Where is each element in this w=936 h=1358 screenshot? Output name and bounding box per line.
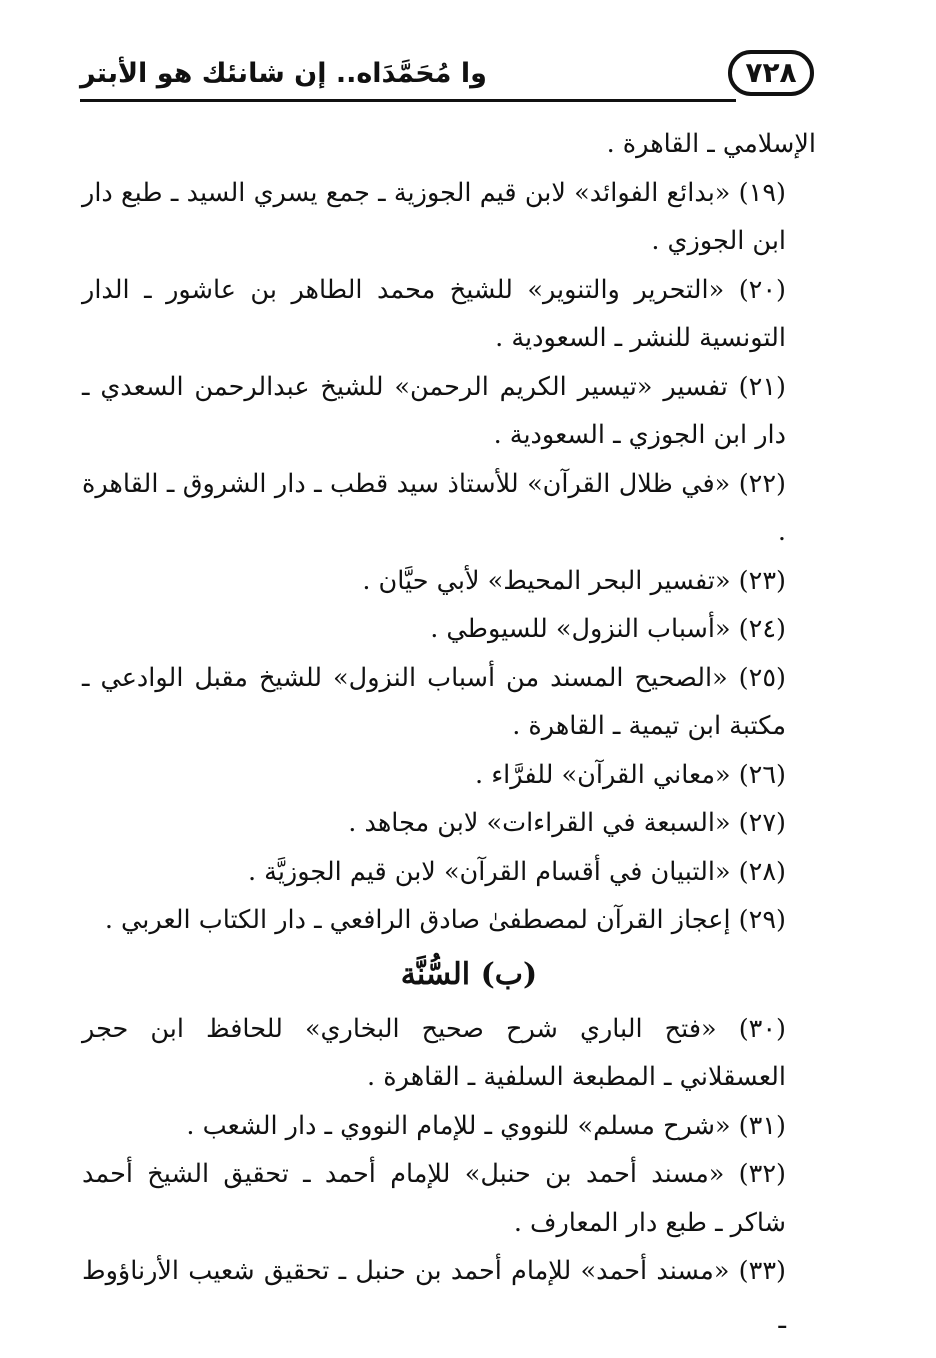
list-item: (٢٥) «الصحيح المسند من أسباب النزول» للشيخ مقبل الوادعي ـ مكتبة ابن تيمية ـ القاهرة . — [82, 662, 786, 741]
list-item: (٢١) تفسير «تيسير الكريم الرحمن» للشيخ عبدالرحمن السعدي ـ دار ابن الجوزي ـ السعودية . — [82, 371, 786, 450]
list-item: (٢٨) «التبيان في أقسام القرآن» لابن قيم الجوزيَّة . — [247, 856, 786, 887]
header-rule — [80, 99, 736, 102]
list-item: (٢٠) «التحرير والتنوير» للشيخ محمد الطاهر بن عاشور ـ الدار التونسية للنشر ـ السعودية . — [82, 274, 786, 353]
page-number: ٧٢٨ — [728, 50, 814, 96]
list-item: (٣٠) «فتح الباري شرح صحيح البخاري» للحافظ ابن حجر العسقلاني ـ المطبعة السلفية ـ القاهرة . — [82, 1013, 786, 1092]
page-header — [80, 40, 820, 104]
list-item: (١٩) «بدائع الفوائد» لابن قيم الجوزية ـ جمع يسري السيد ـ طبع دار ابن الجوزي . — [82, 177, 786, 256]
list-item: (٢٦) «معاني القرآن» للفرَّاء . — [474, 759, 786, 790]
list-item: (٢٩) إعجاز القرآن لمصطفىٰ صادق الرافعي ـ دار الكتاب العربي . — [104, 905, 786, 935]
bibliography-list — [82, 120, 816, 1344]
list-item: (٢٧) «السبعة في القراءات» لابن مجاهد . — [348, 808, 786, 838]
list-item: (٢٤) «أسباب النزول» للسيوطي . — [430, 614, 786, 644]
list-item: الإسلامي ـ القاهرة . — [606, 129, 816, 159]
list-item: (٣٢) «مسند أحمد بن حنبل» للإمام أحمد ـ تحقيق الشيخ أحمد شاكر ـ طبع دار المعارف . — [82, 1159, 786, 1238]
section-heading: (ب) السُّنَّة — [400, 956, 538, 992]
running-title: وا مُحَمَّدَاه.. إن شانئك هو الأبتر — [80, 58, 487, 89]
list-item: (٣٣) «مسند أحمد» للإمام أحمد بن حنبل ـ تحقيق شعيب الأرناؤوط ـ — [82, 1256, 786, 1335]
list-item: (٣١) «شرح مسلم» للنووي ـ للإمام النووي ـ دار الشعب . — [186, 1110, 786, 1141]
list-item: (٢٣) «تفسير البحر المحيط» لأبي حيَّان . — [362, 565, 786, 596]
list-item: (٢٢) «في ظلال القرآن» للأستاذ سيد قطب ـ دار الشروق ـ القاهرة . — [82, 468, 786, 547]
